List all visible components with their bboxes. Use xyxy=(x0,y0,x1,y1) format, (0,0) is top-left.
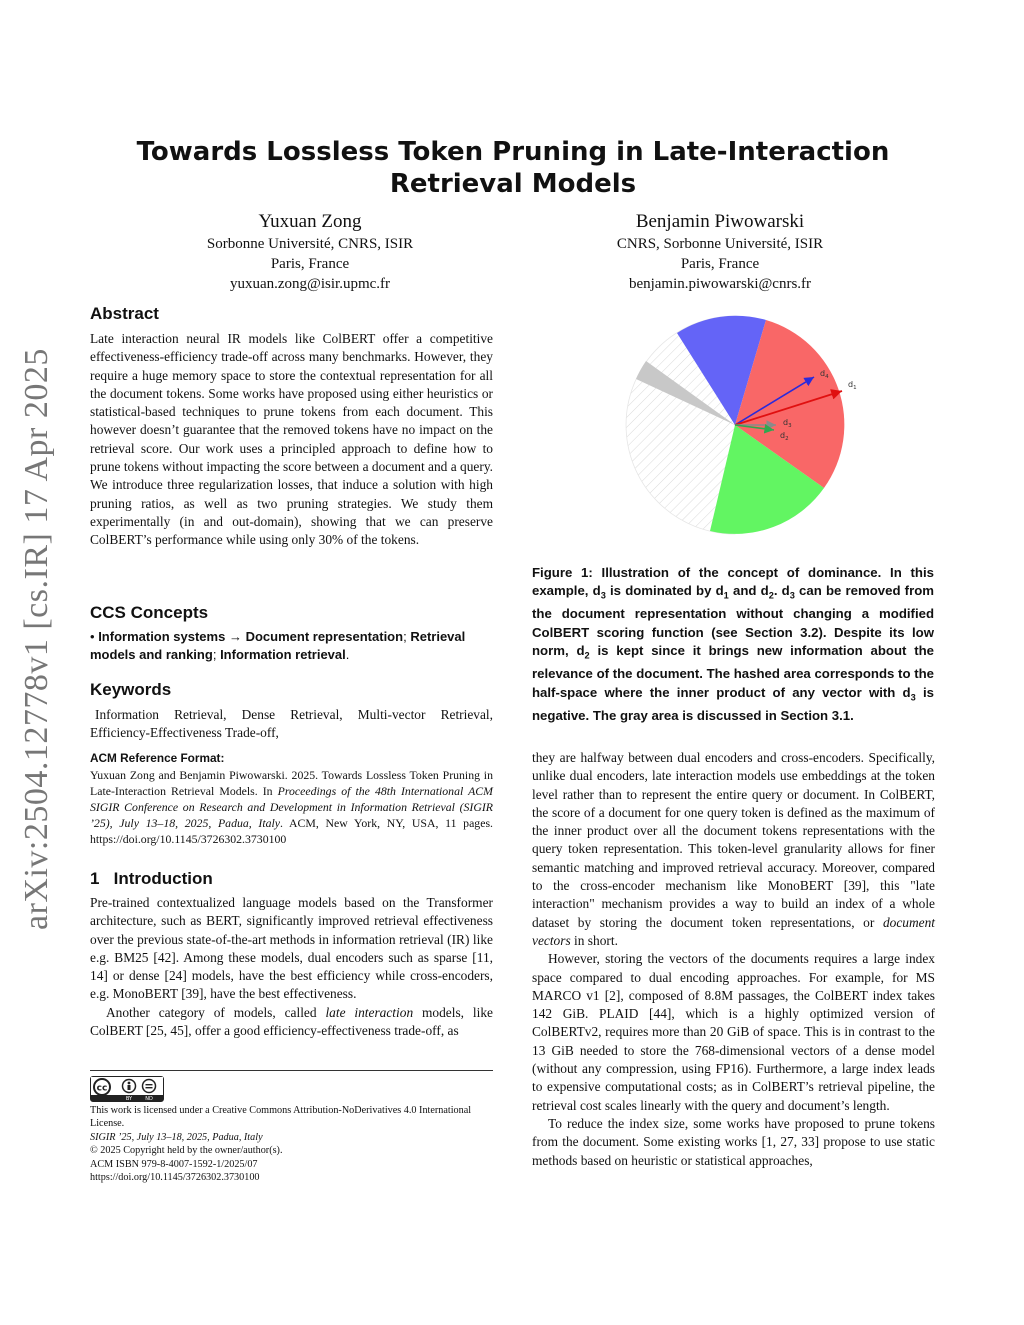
ccs-concepts xyxy=(90,628,493,665)
ccs-bullet: • xyxy=(90,629,95,644)
abstract-paragraph: Late interaction neural IR models like ColBERT offer a competitive effectiveness-efficiency trade-off across many benchmarks. However, they require a huge memory space to store the contextual representation for all the document tokens. Some works have proposed using either heuristics or statistical-based techniques to prune tokens from each document. This however doesn’t guarantee that the removed tokens have no impact on the retrieval score. Our work uses a principled approach to define how to prune tokens without impacting the score between a document and a query. We introduce three regularization losses, that induce a solution with high pruning ratios, as well as two pruning strategies. We study them experimentally (in and out-domain), showing that we can preserve ColBERT’s performance while using only 30% of the tokens. xyxy=(90,331,493,548)
caption-text: is negative. The gray area is discussed in Section 3.1. xyxy=(532,684,934,723)
author-email: yuxuan.zong@isir.upmc.fr xyxy=(229,276,391,292)
caption-text: Figure 1: Illustration of the concept of dominance. In this example, d xyxy=(532,565,934,599)
ccs-end: . xyxy=(345,647,350,663)
paper-title: Towards Lossless Token Pruning in Late-Interaction Retrieval Models xyxy=(136,137,890,199)
license-block xyxy=(90,1104,493,1184)
vector-label-d1: $d_1$ xyxy=(848,380,857,391)
arxiv-sidebar-identifier: arXiv:2504.12778v1 [cs.IR] 17 Apr 2025 xyxy=(18,348,55,930)
body-text: in short. xyxy=(570,932,618,948)
section-title: Introduction xyxy=(113,869,213,888)
keywords-paragraph: Information Retrieval, Dense Retrieval, Multi-vector Retrieval, Efficiency-Effectiveness Trade-off, xyxy=(90,707,493,741)
abstract-heading: Abstract xyxy=(90,304,159,323)
author-location: Paris, France xyxy=(680,256,760,272)
intro-p2-start: Another category of models, called xyxy=(106,1004,326,1020)
author-location: Paris, France xyxy=(270,256,350,272)
intro-paragraph-1: Pre-trained contextualized language models based on the Transformer architecture, such as BERT, significantly improved retrieval effectiveness over the previous state-of-the-art methods in information retrieval (IR) like e.g. BM25 [42]. Among these models, dual encoders such as sparse [11, 14] or dense [24] models, have the best efficiency while cross-encoders, e.g. MonoBERT [39], have the best effectiveness. xyxy=(90,895,493,1002)
abstract-text xyxy=(90,330,493,550)
caption-text: and d xyxy=(728,583,769,599)
keywords-heading: Keywords xyxy=(90,680,172,699)
figure-1-caption xyxy=(532,564,934,725)
license-copyright: © 2025 Copyright held by the owner/author(s). xyxy=(90,1145,283,1157)
author-block-1 xyxy=(150,210,470,294)
license-isbn: ACM ISBN 979-8-4007-1592-1/2025/07 xyxy=(90,1158,258,1170)
cc-nd-label: ND xyxy=(145,1096,153,1101)
intro-paragraph-2 xyxy=(90,1004,493,1041)
intro-p2-end: models, like ColBERT [25, 45], offer a good efficiency-effectiveness trade-off, as xyxy=(90,1004,493,1039)
acm-reference-heading: ACM Reference Format: xyxy=(90,751,225,765)
ccs-heading: CCS Concepts xyxy=(90,603,209,622)
ccs-item: Retrieval models and ranking xyxy=(90,629,466,663)
caption-text: can be removed from the document representation without changing a modified ColBERT scoring function (see Section 3.2). Despite its low norm, d xyxy=(532,583,934,659)
caption-text: is kept since it brings new information about the relevance of the document. The hashed area corresponds to the half-space where the inner product of any vector with d xyxy=(532,643,935,700)
caption-subscript: 3 xyxy=(910,692,916,703)
section-number: 1 xyxy=(90,869,100,888)
introduction-heading xyxy=(90,869,213,889)
license-doi: https://doi.org/10.1145/3726302.3730100 xyxy=(90,1172,260,1184)
body-paragraph-continuation xyxy=(532,749,935,950)
author-name: Yuxuan Zong xyxy=(258,211,362,232)
caption-subscript: 3 xyxy=(600,591,606,602)
ccs-separator: ; xyxy=(403,629,407,644)
cc-by-label: BY xyxy=(125,1096,133,1101)
introduction-text xyxy=(90,894,493,1040)
author-email: benjamin.piwowarski@cnrs.fr xyxy=(628,276,812,292)
author-affiliation: CNRS, Sorbonne Université, ISIR xyxy=(616,236,824,252)
ccs-separator: ; xyxy=(212,647,217,663)
ccs-item: Information retrieval xyxy=(220,647,346,663)
cc-label: cc xyxy=(96,1083,108,1094)
vector-label-d2: $d_2$ xyxy=(780,431,789,442)
body-paragraph-pruning: To reduce the index size, some works have proposed to prune tokens from the document. Some existing works [1, 27, 33] propose to use static methods based on heuristic or statistical approaches, xyxy=(532,1115,935,1168)
vector-label-d4: $d_4$ xyxy=(820,369,829,380)
caption-subscript: 2 xyxy=(768,591,774,602)
acm-reference-rest: . ACM, New York, NY, USA, 11 pages. https://doi.org/10.1145/3726302.3730100 xyxy=(90,816,493,846)
author-block-2 xyxy=(560,210,880,294)
acm-reference-authors-title: Yuxuan Zong and Benjamin Piwowarski. 2025. Towards Lossless Token Pruning in Late-Interaction Retrieval Models. In xyxy=(90,768,493,798)
intro-p2-emphasis: late interaction xyxy=(325,1004,414,1020)
dominance-figure-svg xyxy=(610,305,870,540)
caption-subscript: 3 xyxy=(789,591,795,602)
body-text: they are halfway between dual encoders and cross-encoders. Specifically, unlike dual encoders, late interaction models use embeddings at the token level rather than to represent the entire query or document. In ColBERT, the score of a document for one query token is defined as the maximum of the inner product over all the document tokens representations with the query token representation. This token-level granularity allows for finer semantic matching and improved retrieval accuracy. Moreover, compared to the cross-encoder mechanism like MonoBERT [39], this "late interaction" mechanism provides a way to build an index of a whole dataset by storing the document token representations, or xyxy=(532,750,935,930)
license-text: This work is licensed under a Creative Commons Attribution-NoDerivatives 4.0 International License. xyxy=(90,1105,472,1130)
right-column-text xyxy=(532,749,935,1170)
caption-subscript: 2 xyxy=(584,650,590,661)
license-conference: SIGIR ’25, July 13–18, 2025, Padua, Italy xyxy=(90,1131,263,1143)
author-name: Benjamin Piwowarski xyxy=(635,211,805,232)
ccs-item: Document representation xyxy=(245,629,404,644)
caption-text: is dominated by d xyxy=(605,583,724,599)
figure-1-dominance-illustration xyxy=(610,305,870,540)
keywords-text xyxy=(90,706,493,743)
caption-text: . d xyxy=(773,583,790,599)
acm-reference-venue: Proceedings of the 48th International ACM SIGIR Conference on Research and Development in Information Retrieval (SIGIR ’25), July 13–18, 2025, Padua, Italy xyxy=(90,784,493,830)
acm-reference-text xyxy=(90,767,493,847)
author-affiliation: Sorbonne Université, CNRS, ISIR xyxy=(206,236,414,252)
body-emphasis: document vectors xyxy=(532,914,935,948)
body-paragraph-index-size: However, storing the vectors of the documents requires a large index space compared to dual encoding approaches. For example, for MS MARCO v1 [2], composed of 8.8M passages, the ColBERT index takes 142 GiB. PLAID [44], which is a highly optimized version of ColBERTv2, requires more than 20 GiB of space. This is in contrast to the 13 GiB needed to store the 768-dimensional vectors of a dense model (without any compression, using FP16). Furthermore, a large index leads to expensive computational costs; as in ColBERT’s retrieval pipeline, the retrieval cost scales linearly with the query and document’s length. xyxy=(532,951,935,1113)
footnote-rule xyxy=(90,1070,493,1071)
caption-subscript: 1 xyxy=(723,591,729,602)
ccs-item: Information systems xyxy=(98,629,226,644)
ccs-arrow: → xyxy=(228,629,242,644)
vector-label-d3: $d_3$ xyxy=(783,418,792,429)
creative-commons-badge-icon xyxy=(90,1076,164,1102)
